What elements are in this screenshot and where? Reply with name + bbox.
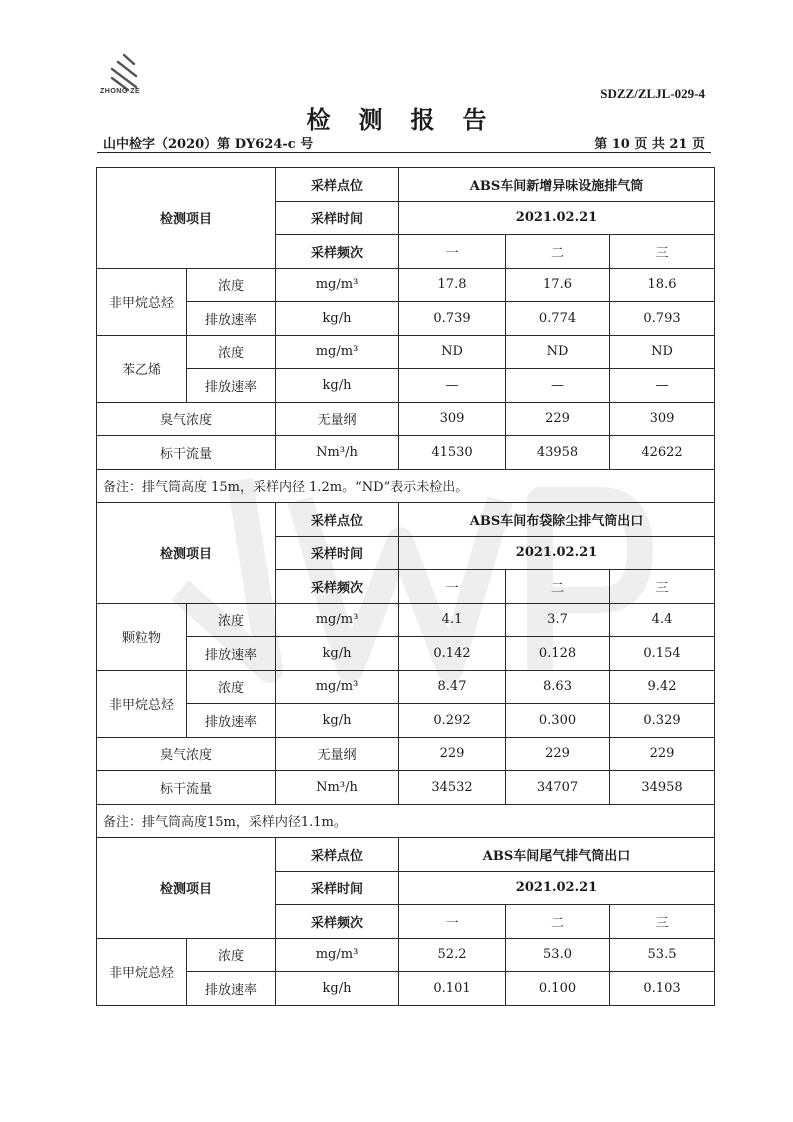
unit-cell: kg/h — [276, 704, 399, 738]
value-cell: 4.1 — [399, 603, 506, 637]
unit-cell: 无量纲 — [276, 402, 399, 436]
metric-label: 排放速率 — [187, 972, 276, 1006]
unit-cell: kg/h — [276, 302, 399, 336]
sampling-point-value: ABS车间尾气排气筒出口 — [399, 838, 715, 872]
sampling-time-value: 2021.02.21 — [399, 201, 715, 235]
flow-label: 标干流量 — [97, 436, 276, 470]
table-row — [97, 469, 715, 503]
value-cell: 8.47 — [399, 670, 506, 704]
table-row — [97, 369, 715, 403]
note-row: 备注：排气筒高度15m，采样内径1.1m。 — [97, 804, 715, 838]
value-cell: 0.292 — [399, 704, 506, 738]
sampling-point-label: 采样点位 — [276, 838, 399, 872]
value-cell: ND — [610, 335, 715, 369]
metric-label: 排放速率 — [187, 302, 276, 336]
metric-label: 排放速率 — [187, 637, 276, 671]
freq-2: 二 — [506, 905, 610, 939]
value-cell: — — [399, 369, 506, 403]
value-cell: 0.128 — [506, 637, 610, 671]
unit-cell: kg/h — [276, 369, 399, 403]
freq-1: 一 — [399, 905, 506, 939]
metric-label: 浓度 — [187, 670, 276, 704]
sampling-point-value: ABS车间新增异味设施排气筒 — [399, 168, 715, 202]
metric-label: 排放速率 — [187, 704, 276, 738]
value-cell: 229 — [610, 737, 715, 771]
value-cell: 0.103 — [610, 972, 715, 1006]
freq-2: 二 — [506, 235, 610, 269]
value-cell: 9.42 — [610, 670, 715, 704]
table-row — [97, 436, 715, 470]
sampling-time-value: 2021.02.21 — [399, 871, 715, 905]
value-cell: 18.6 — [610, 268, 715, 302]
value-cell: — — [610, 369, 715, 403]
value-cell: — — [506, 369, 610, 403]
sampling-point-label: 采样点位 — [276, 503, 399, 537]
sampling-time-value: 2021.02.21 — [399, 536, 715, 570]
value-cell: 309 — [399, 402, 506, 436]
table-row — [97, 268, 715, 302]
value-cell: 0.101 — [399, 972, 506, 1006]
odor-label: 臭气浓度 — [97, 737, 276, 771]
table-row — [97, 603, 715, 637]
table-row — [97, 637, 715, 671]
unit-cell: Nm³/h — [276, 436, 399, 470]
freq-1: 一 — [399, 235, 506, 269]
value-cell: 0.142 — [399, 637, 506, 671]
freq-2: 二 — [506, 570, 610, 604]
value-cell: 41530 — [399, 436, 506, 470]
value-cell: 42622 — [610, 436, 715, 470]
test-item-header: 检测项目 — [97, 503, 276, 604]
value-cell: 17.8 — [399, 268, 506, 302]
freq-1: 一 — [399, 570, 506, 604]
sampling-freq-label: 采样频次 — [276, 235, 399, 269]
freq-3: 三 — [610, 235, 715, 269]
sampling-point-value: ABS车间布袋除尘排气筒出口 — [399, 503, 715, 537]
results-table — [96, 167, 715, 1006]
value-cell: ND — [506, 335, 610, 369]
sampling-freq-label: 采样频次 — [276, 905, 399, 939]
sampling-time-label: 采样时间 — [276, 201, 399, 235]
value-cell: 309 — [610, 402, 715, 436]
unit-cell: mg/m³ — [276, 603, 399, 637]
page-info: 第 10 页 共 21 页 — [594, 137, 705, 152]
page-title: 检测报告 — [306, 105, 515, 134]
test-item-header: 检测项目 — [97, 168, 276, 269]
value-cell: 0.793 — [610, 302, 715, 336]
value-cell: 3.7 — [506, 603, 610, 637]
table-row — [97, 335, 715, 369]
value-cell: 34707 — [506, 771, 610, 805]
metric-label: 浓度 — [187, 268, 276, 302]
table-row — [97, 402, 715, 436]
test-item-header: 检测项目 — [97, 838, 276, 939]
unit-cell: mg/m³ — [276, 670, 399, 704]
value-cell: 34958 — [610, 771, 715, 805]
logo-text: ZHONG ZE — [100, 88, 141, 95]
unit-cell: 无量纲 — [276, 737, 399, 771]
odor-label: 臭气浓度 — [97, 402, 276, 436]
unit-cell: kg/h — [276, 637, 399, 671]
value-cell: 53.0 — [506, 938, 610, 972]
freq-3: 三 — [610, 905, 715, 939]
flow-label: 标干流量 — [97, 771, 276, 805]
metric-label: 浓度 — [187, 335, 276, 369]
note-row: 备注：排气筒高度 15m，采样内径 1.2m。“ND”表示未检出。 — [97, 469, 715, 503]
table-row — [97, 838, 715, 872]
sampling-time-label: 采样时间 — [276, 871, 399, 905]
table-row — [97, 771, 715, 805]
value-cell: ND — [399, 335, 506, 369]
value-cell: 0.774 — [506, 302, 610, 336]
value-cell: 17.6 — [506, 268, 610, 302]
value-cell: 53.5 — [610, 938, 715, 972]
sampling-time-label: 采样时间 — [276, 536, 399, 570]
table-row — [97, 670, 715, 704]
report-number: 山中检字（2020）第 DY624-c 号 — [103, 137, 314, 152]
value-cell: 229 — [506, 737, 610, 771]
value-cell: 8.63 — [506, 670, 610, 704]
unit-cell: kg/h — [276, 972, 399, 1006]
table-row — [97, 302, 715, 336]
metric-label: 排放速率 — [187, 369, 276, 403]
header-divider — [97, 152, 711, 153]
unit-cell: Nm³/h — [276, 771, 399, 805]
table-row — [97, 737, 715, 771]
value-cell: 0.100 — [506, 972, 610, 1006]
value-cell: 34532 — [399, 771, 506, 805]
metric-label: 浓度 — [187, 938, 276, 972]
sampling-point-label: 采样点位 — [276, 168, 399, 202]
pollutant-name: 非甲烷总烃 — [97, 938, 187, 1005]
value-cell: 0.329 — [610, 704, 715, 738]
value-cell: 0.154 — [610, 637, 715, 671]
table-row — [97, 972, 715, 1006]
unit-cell: mg/m³ — [276, 268, 399, 302]
unit-cell: mg/m³ — [276, 335, 399, 369]
table-row — [97, 938, 715, 972]
value-cell: 229 — [399, 737, 506, 771]
document-number: SDZZ/ZLJL-029-4 — [600, 86, 705, 101]
value-cell: 0.739 — [399, 302, 506, 336]
pollutant-name: 颗粒物 — [97, 603, 187, 670]
pollutant-name: 非甲烷总烃 — [97, 670, 187, 737]
table-row — [97, 804, 715, 838]
sampling-freq-label: 采样频次 — [276, 570, 399, 604]
table-row — [97, 168, 715, 202]
pollutant-name: 苯乙烯 — [97, 335, 187, 402]
table-row — [97, 503, 715, 537]
value-cell: 229 — [506, 402, 610, 436]
unit-cell: mg/m³ — [276, 938, 399, 972]
value-cell: 52.2 — [399, 938, 506, 972]
value-cell: 0.300 — [506, 704, 610, 738]
value-cell: 43958 — [506, 436, 610, 470]
pollutant-name: 非甲烷总烃 — [97, 268, 187, 335]
freq-3: 三 — [610, 570, 715, 604]
metric-label: 浓度 — [187, 603, 276, 637]
value-cell: 4.4 — [610, 603, 715, 637]
table-row — [97, 704, 715, 738]
